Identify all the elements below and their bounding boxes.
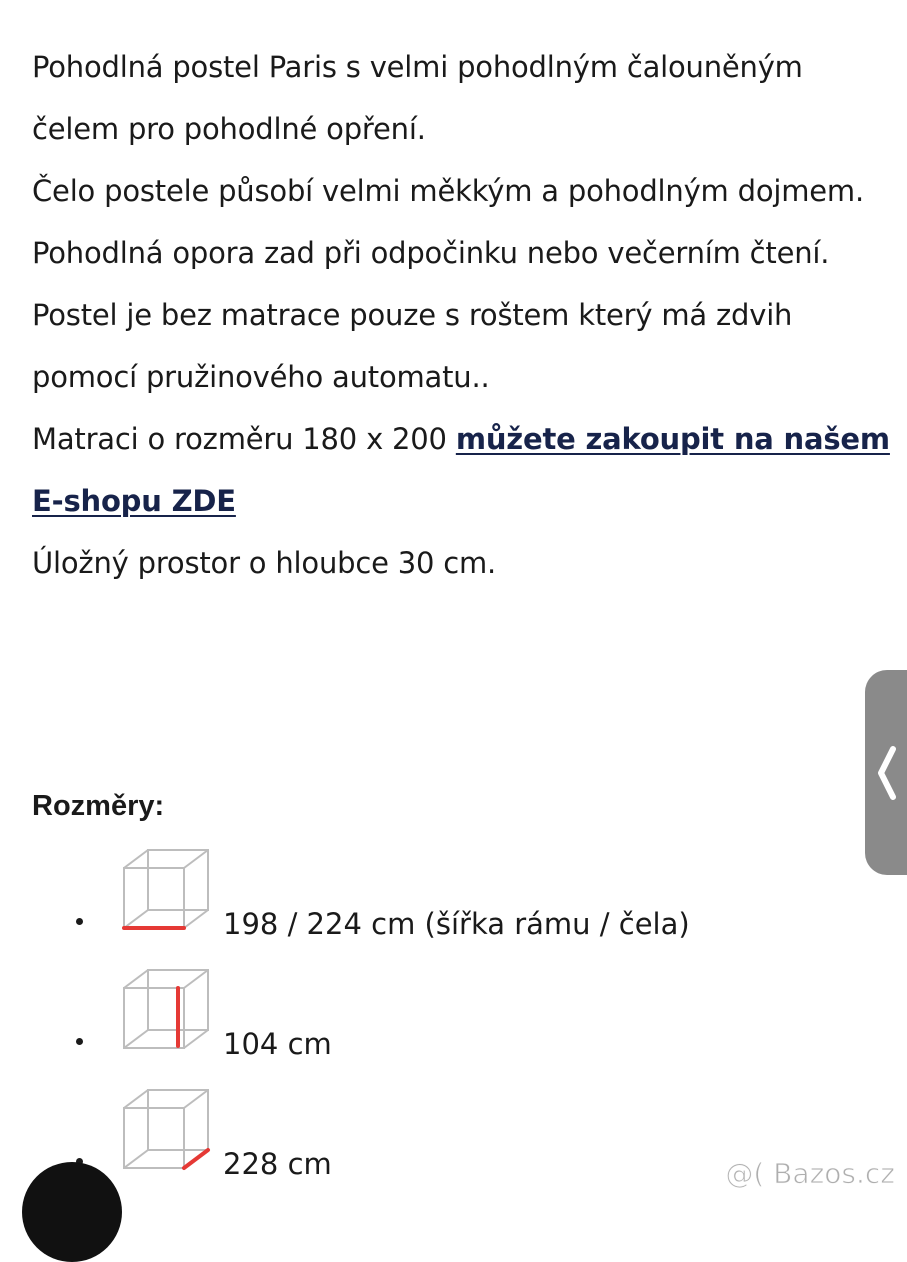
- mattress-text: Matraci o rozměru 180 x 200: [32, 422, 456, 456]
- description-line: Pohodlná postel Paris s velmi pohodlným čalouněným čelem pro pohodlné opření.: [32, 50, 803, 146]
- dimensions-list: [0, 840, 907, 1200]
- cube-depth-icon: [118, 1086, 214, 1172]
- description-line: Čelo postele působí velmi měkkým a pohodlným dojmem.: [32, 174, 864, 208]
- dimension-item-height: [0, 960, 907, 1080]
- dimensions-heading: Rozměry:: [32, 790, 165, 822]
- dimension-item-width: [0, 840, 907, 960]
- description-line: Úložný prostor o hloubce 30 cm.: [32, 546, 497, 580]
- avatar[interactable]: [22, 1162, 122, 1262]
- dimension-value: 198 / 224 cm (šířka rámu / čela): [223, 907, 690, 941]
- cube-height-icon: [118, 966, 214, 1052]
- mattress-line: [32, 408, 892, 532]
- eshop-link[interactable]: můžete zakoupit na našem E-shopu ZDE: [32, 422, 890, 518]
- dimension-value: 104 cm: [223, 1027, 332, 1061]
- description-line: Pohodlná opora zad při odpočinku nebo večerním čtení.: [32, 236, 830, 270]
- bullet-icon: [76, 918, 83, 925]
- chevron-left-icon: [875, 745, 897, 801]
- product-description: [32, 36, 892, 594]
- dimension-value: 228 cm: [223, 1147, 332, 1181]
- description-line: Postel je bez matrace pouze s roštem který má zdvih pomocí pružinového automatu..: [32, 298, 793, 394]
- cube-width-icon: [118, 846, 214, 932]
- bullet-icon: [76, 1038, 83, 1045]
- bazos-watermark: @( Bazos.cz: [725, 1157, 895, 1190]
